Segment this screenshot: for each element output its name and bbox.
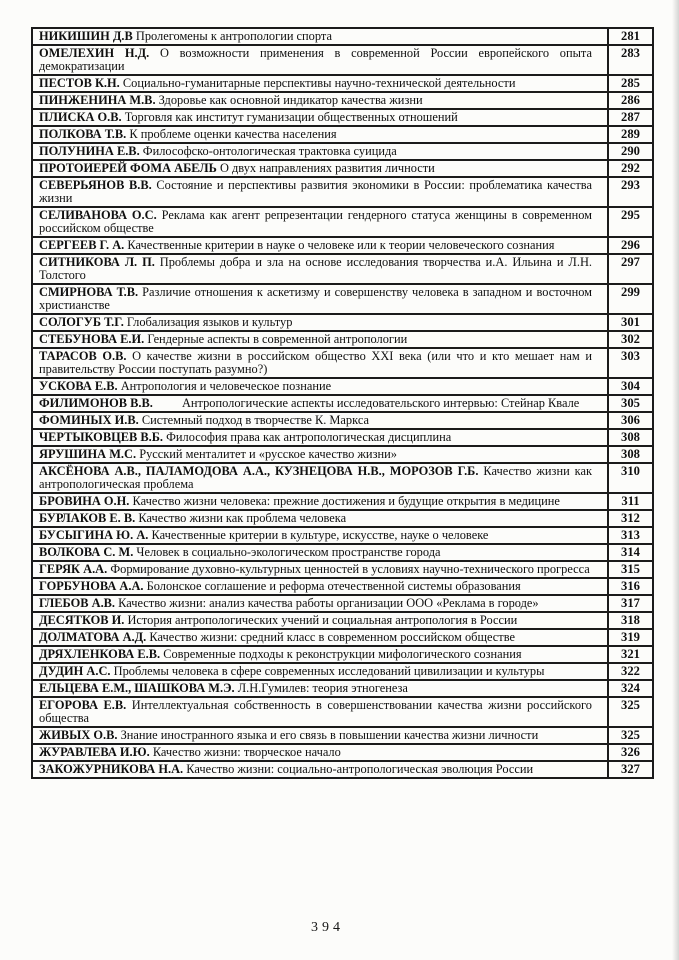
toc-row xyxy=(32,412,653,429)
toc-entry-cell xyxy=(32,45,608,75)
toc-entry-cell xyxy=(32,331,608,348)
entry-author: СОЛОГУБ Т.Г. xyxy=(39,315,124,329)
entry-author: СМИРНОВА Т.В. xyxy=(39,285,139,299)
entry-author: ПРОТОИЕРЕЙ ФОМА АБЕЛЬ xyxy=(39,161,217,175)
entry-page-number: 281 xyxy=(608,28,653,45)
entry-page-number: 316 xyxy=(608,578,653,595)
toc-entry-cell xyxy=(32,646,608,663)
entry-author: ТАРАСОВ О.В. xyxy=(39,349,127,363)
entry-author: ДРЯХЛЕНКОВА Е.В. xyxy=(39,647,161,661)
entry-title: Человек в социально-экологическом пространстве города xyxy=(136,545,441,559)
toc-row xyxy=(32,578,653,595)
toc-entry-cell xyxy=(32,544,608,561)
entry-title: Проблемы добра и зла на основе исследования творчества и.А. Ильина и Л.Н. Толстого xyxy=(39,255,592,282)
toc-entry-cell xyxy=(32,126,608,143)
entry-title: О качестве жизни в российском общество XXI века (или что и кто мешает нам и правительству России поступать разумно?) xyxy=(39,349,592,376)
entry-title: История антропологических учений и социальная антропология в России xyxy=(127,613,518,627)
entry-page-number: 283 xyxy=(608,45,653,75)
entry-title: Качество жизни: социально-антропологическая эволюция России xyxy=(186,762,534,776)
entry-author: ОМЕЛЕХИН Н.Д. xyxy=(39,46,150,60)
toc-entry-cell xyxy=(32,207,608,237)
entry-title: К проблеме оценки качества населения xyxy=(129,127,337,141)
entry-title: Качественные критерии в культуре, искусстве, науке о человеке xyxy=(151,528,489,542)
entry-title: Антропология и человеческое познание xyxy=(120,379,332,393)
entry-author: СЕВЕРЬЯНОВ В.В. xyxy=(39,178,152,192)
entry-title: Глобализация языков и культур xyxy=(126,315,293,329)
entry-title: Философия права как антропологическая дисциплина xyxy=(166,430,452,444)
entry-author: ГЕРЯК А.А. xyxy=(39,562,108,576)
entry-author: БУСЫГИНА Ю. А. xyxy=(39,528,149,542)
entry-title: Качество жизни: анализ качества работы организации ООО «Реклама в городе» xyxy=(118,596,539,610)
toc-row xyxy=(32,331,653,348)
entry-title: Русский менталитет и «русское качество жизни» xyxy=(139,447,397,461)
toc-entry-cell xyxy=(32,109,608,126)
toc-row xyxy=(32,744,653,761)
entry-title: Торговля как институт гуманизации общественных отношений xyxy=(124,110,458,124)
toc-entry-cell xyxy=(32,578,608,595)
entry-page-number: 314 xyxy=(608,544,653,561)
folio-page-number: 394 xyxy=(311,920,344,935)
entry-title: Современные подходы к реконструкции мифологического сознания xyxy=(163,647,522,661)
entry-page-number: 322 xyxy=(608,663,653,680)
toc-row xyxy=(32,284,653,314)
toc-row xyxy=(32,237,653,254)
entry-author: ПОЛУНИНА Е.В. xyxy=(39,144,140,158)
entry-page-number: 318 xyxy=(608,612,653,629)
entry-page-number: 312 xyxy=(608,510,653,527)
entry-title: Реклама как агент репрезентации гендерного статуса женщины в современном российском обществе xyxy=(39,208,593,235)
toc-row xyxy=(32,446,653,463)
toc-row xyxy=(32,680,653,697)
entry-author: АКСЁНОВА А.В., ПАЛАМОДОВА А.А., КУЗНЕЦОВА Н.В., МОРОЗОВ Г.Б. xyxy=(39,464,479,478)
toc-row xyxy=(32,207,653,237)
entry-title: Качественные критерии в науке о человеке или к теории человеческого сознания xyxy=(127,238,555,252)
entry-page-number: 327 xyxy=(608,761,653,778)
toc-entry-cell xyxy=(32,160,608,177)
toc-row xyxy=(32,493,653,510)
entry-page-number: 315 xyxy=(608,561,653,578)
toc-entry-cell xyxy=(32,143,608,160)
entry-author: ЕГОРОВА Е.В. xyxy=(39,698,127,712)
scan-edge-shadow xyxy=(672,0,679,960)
toc-row xyxy=(32,629,653,646)
entry-author: ДЕСЯТКОВ И. xyxy=(39,613,125,627)
entry-page-number: 285 xyxy=(608,75,653,92)
entry-title: Проблемы человека в сфере современных исследований цивилизации и культуры xyxy=(113,664,545,678)
entry-title: Интеллектуальная собственность в совершенствовании качества жизни российского общества xyxy=(39,698,592,725)
entry-page-number: 289 xyxy=(608,126,653,143)
entry-page-number: 302 xyxy=(608,331,653,348)
entry-author: ФОМИНЫХ И.В. xyxy=(39,413,139,427)
entry-title: Качество жизни как проблема человека xyxy=(138,511,347,525)
entry-page-number: 321 xyxy=(608,646,653,663)
entry-author: ПИНЖЕНИНА М.В. xyxy=(39,93,156,107)
toc-entry-cell xyxy=(32,629,608,646)
entry-author: СЕРГЕЕВ Г. А. xyxy=(39,238,125,252)
toc-row xyxy=(32,254,653,284)
entry-author: ДУДИН А.С. xyxy=(39,664,111,678)
entry-author: БУРЛАКОВ Е. В. xyxy=(39,511,136,525)
toc-entry-cell xyxy=(32,697,608,727)
toc-entry-cell xyxy=(32,527,608,544)
toc-row xyxy=(32,697,653,727)
toc-entry-cell xyxy=(32,412,608,429)
toc-entry-cell xyxy=(32,378,608,395)
entry-author: СИТНИКОВА Л. П. xyxy=(39,255,155,269)
entry-author: ГОРБУНОВА А.А. xyxy=(39,579,144,593)
entry-author: ГЛЕБОВ А.В. xyxy=(39,596,116,610)
toc-entry-cell xyxy=(32,595,608,612)
toc-row xyxy=(32,109,653,126)
toc-entry-cell xyxy=(32,680,608,697)
toc-table xyxy=(31,27,654,779)
entry-author: ЖУРАВЛЕВА И.Ю. xyxy=(39,745,150,759)
entry-author: ЕЛЬЦЕВА Е.М., ШАШКОВА М.Э. xyxy=(39,681,235,695)
toc-row xyxy=(32,561,653,578)
toc-row xyxy=(32,177,653,207)
entry-page-number: 299 xyxy=(608,284,653,314)
toc-entry-cell xyxy=(32,663,608,680)
toc-entry-cell xyxy=(32,28,608,45)
entry-page-number: 317 xyxy=(608,595,653,612)
entry-title: Социально-гуманитарные перспективы научно-технической деятельности xyxy=(122,76,516,90)
entry-title: Л.Н.Гумилев: теория этногенеза xyxy=(237,681,408,695)
toc-entry-cell xyxy=(32,348,608,378)
entry-page-number: 297 xyxy=(608,254,653,284)
toc-row xyxy=(32,348,653,378)
toc-entry-cell xyxy=(32,612,608,629)
entry-author: СЕЛИВАНОВА О.С. xyxy=(39,208,157,222)
entry-page-number: 326 xyxy=(608,744,653,761)
toc-row xyxy=(32,527,653,544)
entry-author: ВОЛКОВА С. М. xyxy=(39,545,134,559)
toc-row xyxy=(32,143,653,160)
entry-page-number: 324 xyxy=(608,680,653,697)
toc-entry-cell xyxy=(32,463,608,493)
toc-entry-cell xyxy=(32,727,608,744)
toc-table-body xyxy=(32,28,653,778)
toc-entry-cell xyxy=(32,510,608,527)
entry-page-number: 310 xyxy=(608,463,653,493)
toc-row xyxy=(32,92,653,109)
toc-row xyxy=(32,544,653,561)
entry-author: УСКОВА Е.В. xyxy=(39,379,118,393)
toc-entry-cell xyxy=(32,395,608,412)
entry-author: ПЕСТОВ К.Н. xyxy=(39,76,120,90)
entry-title: Качество жизни: средний класс в современном российском обществе xyxy=(149,630,515,644)
entry-author: БРОВИНА О.Н. xyxy=(39,494,130,508)
entry-page-number: 287 xyxy=(608,109,653,126)
entry-title: Антропологические аспекты исследовательского интервью: Стейнар Квале xyxy=(181,396,580,410)
entry-title: Здоровье как основной индикатор качества жизни xyxy=(158,93,423,107)
entry-title: Качество жизни человека: прежние достижения и будущие открытия в медицине xyxy=(132,494,560,508)
entry-author: ЯРУШИНА М.С. xyxy=(39,447,137,461)
toc-row xyxy=(32,727,653,744)
toc-row xyxy=(32,663,653,680)
toc-entry-cell xyxy=(32,92,608,109)
toc-row xyxy=(32,761,653,778)
toc-entry-cell xyxy=(32,75,608,92)
entry-page-number: 311 xyxy=(608,493,653,510)
entry-author: ФИЛИМОНОВ В.В. xyxy=(39,396,153,410)
entry-author: ЗАКОЖУРНИКОВА Н.А. xyxy=(39,762,184,776)
toc-row xyxy=(32,75,653,92)
toc-row xyxy=(32,160,653,177)
toc-entry-cell xyxy=(32,493,608,510)
entry-author: ДОЛМАТОВА А.Д. xyxy=(39,630,147,644)
entry-title: Качество жизни: творческое начало xyxy=(152,745,341,759)
entry-page-number: 301 xyxy=(608,314,653,331)
entry-title: Болонское соглашение и реформа отечественной системы образования xyxy=(146,579,521,593)
entry-title: Философско-онтологическая трактовка суицида xyxy=(142,144,397,158)
toc-row xyxy=(32,45,653,75)
entry-page-number: 325 xyxy=(608,727,653,744)
toc-entry-cell xyxy=(32,254,608,284)
entry-author: ПОЛКОВА Т.В. xyxy=(39,127,127,141)
entry-page-number: 305 xyxy=(608,395,653,412)
entry-title: Гендерные аспекты в современной антропологии xyxy=(147,332,408,346)
toc-row xyxy=(32,126,653,143)
entry-title: Качество жизни как антропологическая проблема xyxy=(39,464,592,491)
toc-entry-cell xyxy=(32,429,608,446)
entry-page-number: 303 xyxy=(608,348,653,378)
toc-entry-cell xyxy=(32,314,608,331)
toc-row xyxy=(32,595,653,612)
entry-page-number: 286 xyxy=(608,92,653,109)
toc-entry-cell xyxy=(32,177,608,207)
entry-title: Пролегомены к антропологии спорта xyxy=(135,29,332,43)
entry-page-number: 325 xyxy=(608,697,653,727)
entry-author: ЖИВЫХ О.В. xyxy=(39,728,118,742)
entry-title: О возможности применения в современной России европейского опыта демократизации xyxy=(39,46,592,73)
entry-page-number: 306 xyxy=(608,412,653,429)
entry-page-number: 293 xyxy=(608,177,653,207)
entry-author: ЧЕРТЫКОВЦЕВ В.Б. xyxy=(39,430,164,444)
entry-page-number: 296 xyxy=(608,237,653,254)
toc-row xyxy=(32,463,653,493)
toc-entry-cell xyxy=(32,284,608,314)
entry-title: Системный подход в творчестве К. Маркса xyxy=(141,413,369,427)
entry-title: Состояние и перспективы развития экономики в России: проблематика качества жизни xyxy=(39,178,592,205)
entry-page-number: 292 xyxy=(608,160,653,177)
entry-page-number: 295 xyxy=(608,207,653,237)
toc-row xyxy=(32,429,653,446)
toc-row xyxy=(32,28,653,45)
entry-page-number: 319 xyxy=(608,629,653,646)
entry-author: ПЛИСКА О.В. xyxy=(39,110,122,124)
entry-page-number: 304 xyxy=(608,378,653,395)
entry-page-number: 290 xyxy=(608,143,653,160)
entry-page-number: 313 xyxy=(608,527,653,544)
entry-page-number: 308 xyxy=(608,446,653,463)
toc-row xyxy=(32,646,653,663)
toc-entry-cell xyxy=(32,561,608,578)
entry-author: СТЕБУНОВА Е.И. xyxy=(39,332,145,346)
toc-row xyxy=(32,395,653,412)
entry-title: Знание иностранного языка и его связь в повышении качества жизни личности xyxy=(120,728,539,742)
toc-entry-cell xyxy=(32,744,608,761)
toc-entry-cell xyxy=(32,446,608,463)
toc-entry-cell xyxy=(32,237,608,254)
entry-author: НИКИШИН Д.В xyxy=(39,29,133,43)
toc-row xyxy=(32,510,653,527)
entry-title: Различие отношения к аскетизму и совершенству человека в западном и восточном христианстве xyxy=(39,285,592,312)
entry-title: О двух направлениях развития личности xyxy=(219,161,435,175)
entry-page-number: 308 xyxy=(608,429,653,446)
toc-entry-cell xyxy=(32,761,608,778)
entry-title: Формирование духовно-культурных ценностей в условиях научно-технического прогресса xyxy=(110,562,590,576)
toc-row xyxy=(32,314,653,331)
toc-row xyxy=(32,378,653,395)
toc-row xyxy=(32,612,653,629)
